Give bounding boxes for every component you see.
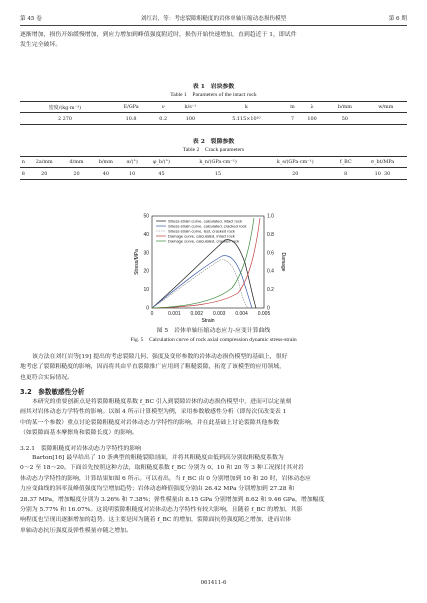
table2	[20, 156, 407, 180]
table-cell	[358, 168, 407, 180]
y-tick-label: 0	[267, 305, 270, 312]
text-line: 单轴动态抗压强度及弹性模量亦随之增加。	[20, 527, 132, 534]
text-line: Barton[16] 最早给出了 10 条典型的粗糙裂隙剖面，并将其粗糙度由低到高分别取粗糙度系数为	[32, 455, 284, 461]
table-cell: 8	[21, 170, 25, 177]
table-cell: 100	[307, 115, 317, 122]
x-axis-label: Strain	[201, 318, 215, 324]
table-cell: 10.8	[125, 115, 137, 122]
subsection-heading: 3.2.1 裂隙粗糙度对岩体动态力学特性的影响	[20, 446, 142, 452]
stress-strain-figure	[0, 188, 427, 324]
table2-caption-zh: 表 2 裂隙参数	[192, 138, 235, 145]
table-header-cell: k_s/(GPa·cm⁻¹)	[276, 159, 314, 165]
y-tick-label: 0.6	[267, 250, 274, 257]
y-left-ticks	[143, 214, 149, 312]
table-cell: 10	[129, 170, 136, 177]
y-tick-label: 30	[143, 250, 149, 257]
table-header-cell: b/mm	[337, 104, 352, 110]
y-tick-label: 0.8	[267, 231, 274, 238]
table-cell	[365, 113, 407, 125]
table-header-cell: α/(°)	[126, 159, 138, 165]
y-tick-label: 40	[143, 231, 149, 238]
table-header-cell: σ_bt/MPa	[370, 159, 395, 165]
text-line: 28.37 MPa，增加幅度分别为 3.26% 和 7.38%；弹性模量由 8.15 GPa 分别增加到 8.62 和 9.46 GPa，增加幅度	[20, 496, 325, 503]
table-cell-part: 30	[384, 170, 391, 177]
legend	[156, 219, 246, 244]
text-line: 本研究的重要创新点是将裂隙粗糙度系数 f_BC 引入到裂隙岩体的动态损伤模型中，进而可以定量刻	[32, 399, 292, 405]
y-axis-right-label: Damage	[280, 252, 286, 272]
intro-paragraph	[20, 30, 407, 51]
table-cell: 40	[102, 170, 109, 177]
table-header-row	[20, 102, 407, 113]
table-cell: 50	[341, 115, 348, 122]
text-line: 该方法在刘红岩等[19] 提出的考虑裂隙几何、强度及变形参数的岩体动态损伤模型的基础上，很好	[32, 354, 288, 360]
x-tick-label: 0.002	[190, 311, 204, 317]
table-cell: 15	[214, 170, 222, 177]
table1-caption-en: Table 1 Parameters of the intact rock	[170, 92, 257, 98]
text-line: 体动态力学特性的影响，计算结果如图 6 所示。可以看出，当 f_BC 由 0 分别增加到 10 和 20 时，岩体动态应	[20, 475, 311, 482]
text-line: 画其对岩体动态力学特性的影响。以图 4 所示计算模型为例，采用参数敏感性分析（即每次仅改变表 1	[20, 409, 287, 416]
table-cell: 0.2	[159, 115, 168, 122]
text-line: 逐渐增加，损伤开始缓慢增加，到应力增加到峰值强度附近时，损伤开始快速增加，直到趋近于 1，即试件	[20, 32, 297, 38]
legend-entry: Stress-strain curve, calculated, cracked rock	[168, 223, 247, 229]
table-cell: 100	[185, 115, 196, 122]
table-row	[20, 168, 407, 180]
paragraph-after-figure	[20, 352, 407, 383]
legend-entry: Stress-strain curve, test, cracked rock	[168, 228, 235, 234]
y-tick-label: 1.0	[267, 213, 274, 220]
table-header-cell: 密度/(kg·m⁻³)	[48, 104, 81, 111]
table-header-cell: b/mm	[98, 159, 113, 165]
table-header-cell: d/mm	[69, 159, 84, 165]
table-cell: 8	[344, 170, 348, 177]
issue-label: 第 6 期	[388, 16, 407, 22]
text-line: 分别为 5.77% 和 16.07%。这说明裂隙粗糙度对岩体动态力学特性有较大影响，且随着 f_BC 的增加，其影	[20, 507, 303, 514]
table-header-cell: ν	[161, 104, 165, 110]
legend-entry: Damage curve, calculated, cracked rock	[168, 238, 240, 244]
x-tick-label: 0.001	[168, 311, 181, 317]
text-line: 力应变曲线的斜率及峰值强度均呈增加趋势；岩体动态峰值强度分别由 26.42 MPa 分别增加到 27.28 和	[20, 486, 295, 493]
table-header-cell: λ	[310, 104, 314, 110]
text-line: （如裂隙面基本摩擦角和裂隙长度）的影响。	[20, 430, 138, 437]
table-cell: 5.115×10¹⁰	[232, 115, 261, 122]
table-header-cell: m	[290, 104, 295, 110]
table1-caption-zh: 表 1 岩块参数	[192, 83, 235, 90]
table-cell: 20	[73, 170, 80, 177]
section-heading: 3.2 参数敏感性分析	[20, 388, 85, 396]
table-cell: 2 270	[57, 115, 72, 122]
y-tick-label: 10	[143, 287, 149, 294]
figure-caption-en: Fig. 5 Calculation curve of rock axial compression dynamic stress-strain	[130, 337, 297, 343]
table-header-cell: f_BC	[339, 159, 352, 165]
text-line: 地考虑了裂隙粗糙度的影响，因而将其由平直裂隙推广应用到了粗糙裂隙，拓宽了该模型的应用领域，	[20, 364, 286, 371]
stress-strain-cracked-test-line	[152, 260, 248, 308]
table-cell-part: 10	[374, 170, 381, 177]
y-right-ticks	[267, 214, 274, 312]
table-row	[20, 113, 407, 125]
y-axis-left-label: Stress/MPa	[134, 249, 140, 275]
x-ticks	[151, 311, 271, 317]
text-line: 也更符合实际情况。	[20, 374, 74, 381]
y-tick-label: 0.2	[267, 287, 274, 294]
table-header-cell: E/GPa	[123, 104, 139, 110]
header-rule	[20, 25, 407, 26]
text-line: 0～2 至 18～20。下面首先按照这种方法，取粗糙度系数 f_BC 分别为 0、10 和 20 等 3 种工况探讨其对岩	[20, 465, 304, 472]
x-tick-label: 0.004	[235, 311, 248, 317]
x-tick-label: 0.003	[212, 311, 226, 317]
table-header-cell: k_n/(GPa·cm⁻¹)	[199, 159, 237, 165]
figure-caption-zh: 图 5 岩体单轴压缩动态应力-应变计算曲线	[156, 328, 271, 334]
text-line: 发生完全破坏。	[20, 42, 62, 49]
table-header-cell: k/s⁻¹	[184, 104, 197, 110]
y-tick-label: 0.4	[267, 268, 274, 275]
text-line: 响程度也呈现出逐渐增加的趋势。这主要是因为随着 f_BC 的增加，裂隙面抗剪强度随之增加，进而岩体	[20, 517, 292, 524]
subsection-paragraph	[20, 453, 407, 536]
legend-entry: Stress-strain curve, calculated, intact rock	[168, 218, 243, 224]
text-line: 中的某一个参数）重点讨论裂隙粗糙度对岩体动态力学特性的影响，并在此基础上讨论裂隙其他参数	[20, 419, 280, 426]
table1	[20, 101, 407, 125]
stress-strain-cracked-calc-line	[152, 256, 252, 308]
running-title: 刘红岩，等：考虑裂隙粗糙度的岩体单轴压缩动态损伤模型	[140, 16, 287, 22]
table-header-cell: φ_b/(°)	[153, 159, 170, 165]
y-tick-label: 0	[146, 305, 149, 312]
table-header-cell: k	[244, 104, 248, 110]
table-cell: 20	[41, 170, 48, 177]
x-tick-label: 0	[150, 311, 154, 317]
table-header-cell: n	[21, 159, 25, 165]
legend-entry: Damage curve, calculated, intact rock	[168, 233, 235, 239]
table-cell: 45	[158, 170, 165, 177]
table-header-row	[20, 157, 407, 168]
y-tick-label: 20	[143, 268, 149, 275]
page-footer: 061411-6	[200, 580, 227, 586]
table2-caption-en: Table 2 Crack parameters	[182, 147, 245, 153]
y-tick-label: 50	[143, 213, 149, 220]
table-cell: 7	[290, 115, 295, 122]
table-header-cell: w/mm	[378, 104, 394, 110]
volume-label: 第 45 卷	[20, 16, 42, 22]
table-cell: 20	[292, 170, 299, 177]
section-paragraph	[20, 397, 407, 439]
table-header-cell: 2a/mm	[35, 159, 53, 165]
x-tick-label: 0.005	[257, 311, 271, 317]
